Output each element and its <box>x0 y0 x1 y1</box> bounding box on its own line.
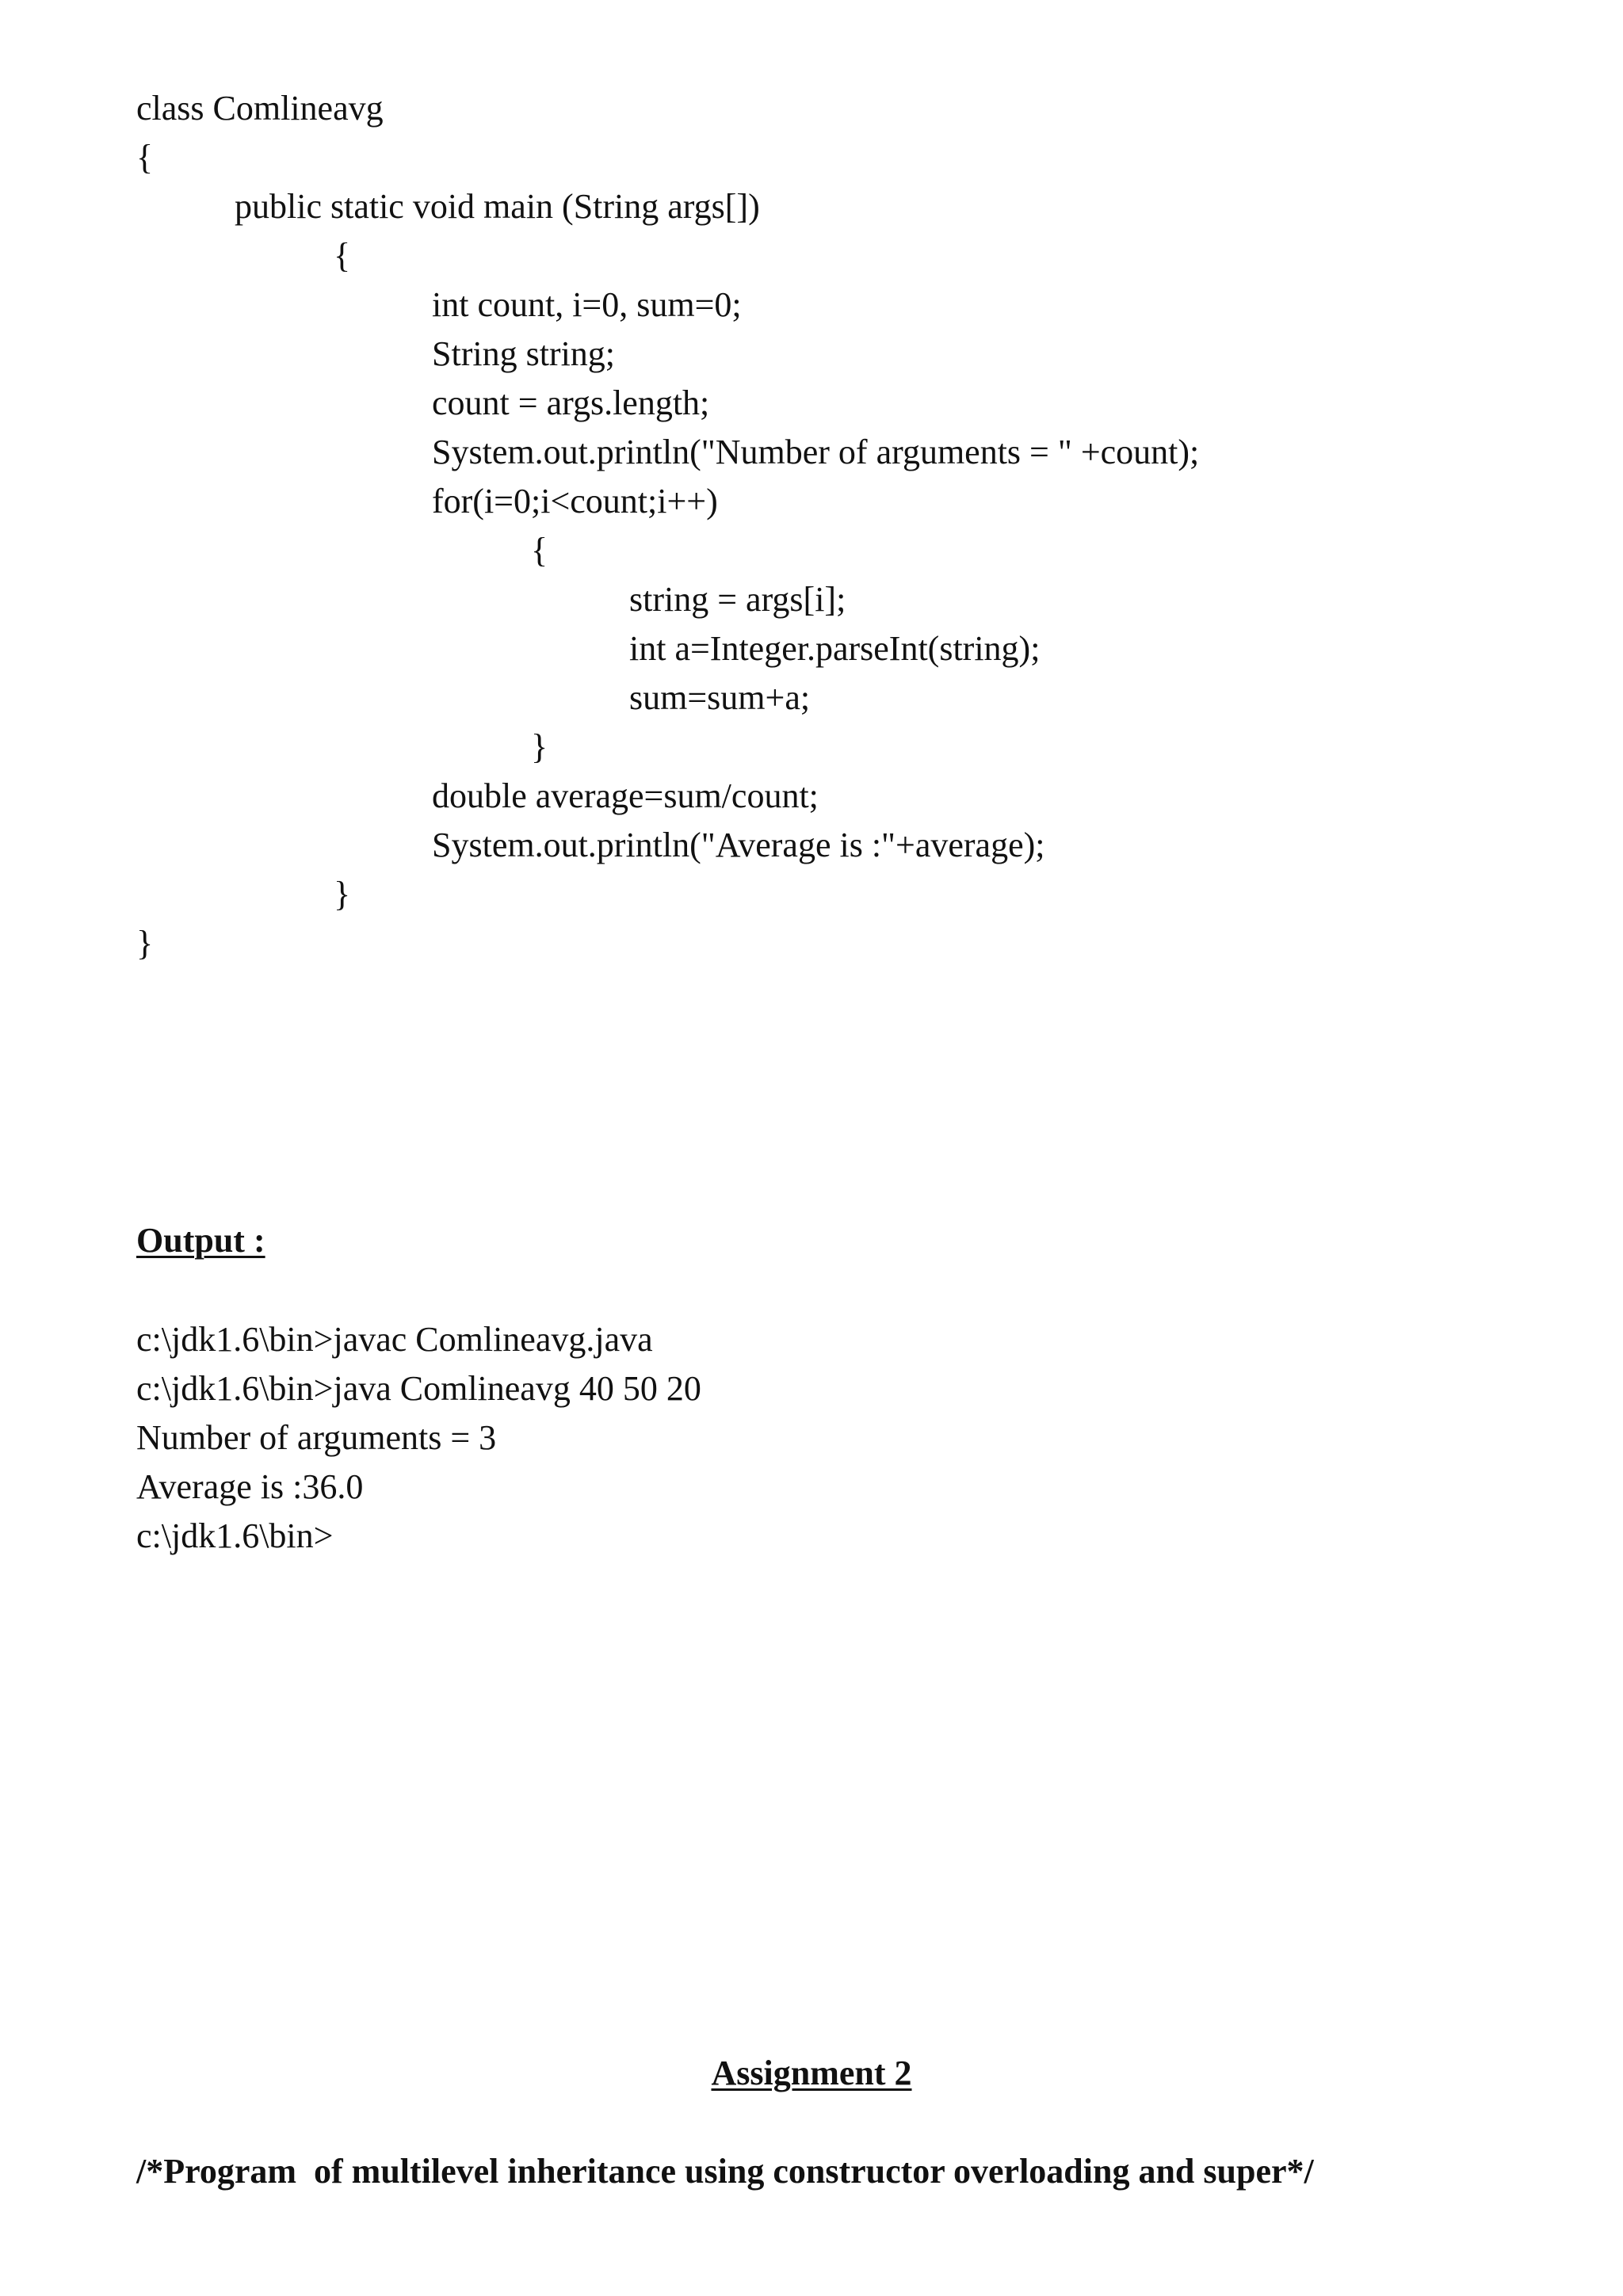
code-line: public static void main (String args[]) <box>235 187 760 226</box>
code-line: { <box>531 531 548 570</box>
program-description: /*Program of multilevel inheritance using constructor overloading and super*/ <box>136 2152 1314 2191</box>
code-line: count = args.length; <box>432 383 710 422</box>
code-line: int a=Integer.parseInt(string); <box>629 629 1041 668</box>
console-line: c:\jdk1.6\bin> <box>136 1516 334 1555</box>
code-line: sum=sum+a; <box>629 678 811 717</box>
code-line: class Comlineavg <box>136 89 384 128</box>
code-line: } <box>136 924 154 963</box>
console-line: c:\jdk1.6\bin>javac Comlineavg.java <box>136 1320 653 1359</box>
console-line: c:\jdk1.6\bin>java Comlineavg 40 50 20 <box>136 1369 701 1408</box>
code-line: System.out.println("Number of arguments = " +count); <box>432 433 1200 471</box>
console-line: Average is :36.0 <box>136 1467 364 1506</box>
code-line: string = args[i]; <box>629 580 846 619</box>
code-line: { <box>334 236 351 275</box>
console-line: Number of arguments = 3 <box>136 1418 497 1457</box>
code-line: for(i=0;i<count;i++) <box>432 482 718 521</box>
code-line: { <box>136 138 154 177</box>
code-line: double average=sum/count; <box>432 776 819 815</box>
code-line: int count, i=0, sum=0; <box>432 285 742 324</box>
code-line: } <box>334 875 351 913</box>
output-heading: Output : <box>136 1221 265 1260</box>
assignment-title: Assignment 2 <box>711 2054 912 2092</box>
code-line: String string; <box>432 334 616 373</box>
code-line: } <box>531 727 548 766</box>
code-line: System.out.println("Average is :"+average); <box>432 826 1045 864</box>
